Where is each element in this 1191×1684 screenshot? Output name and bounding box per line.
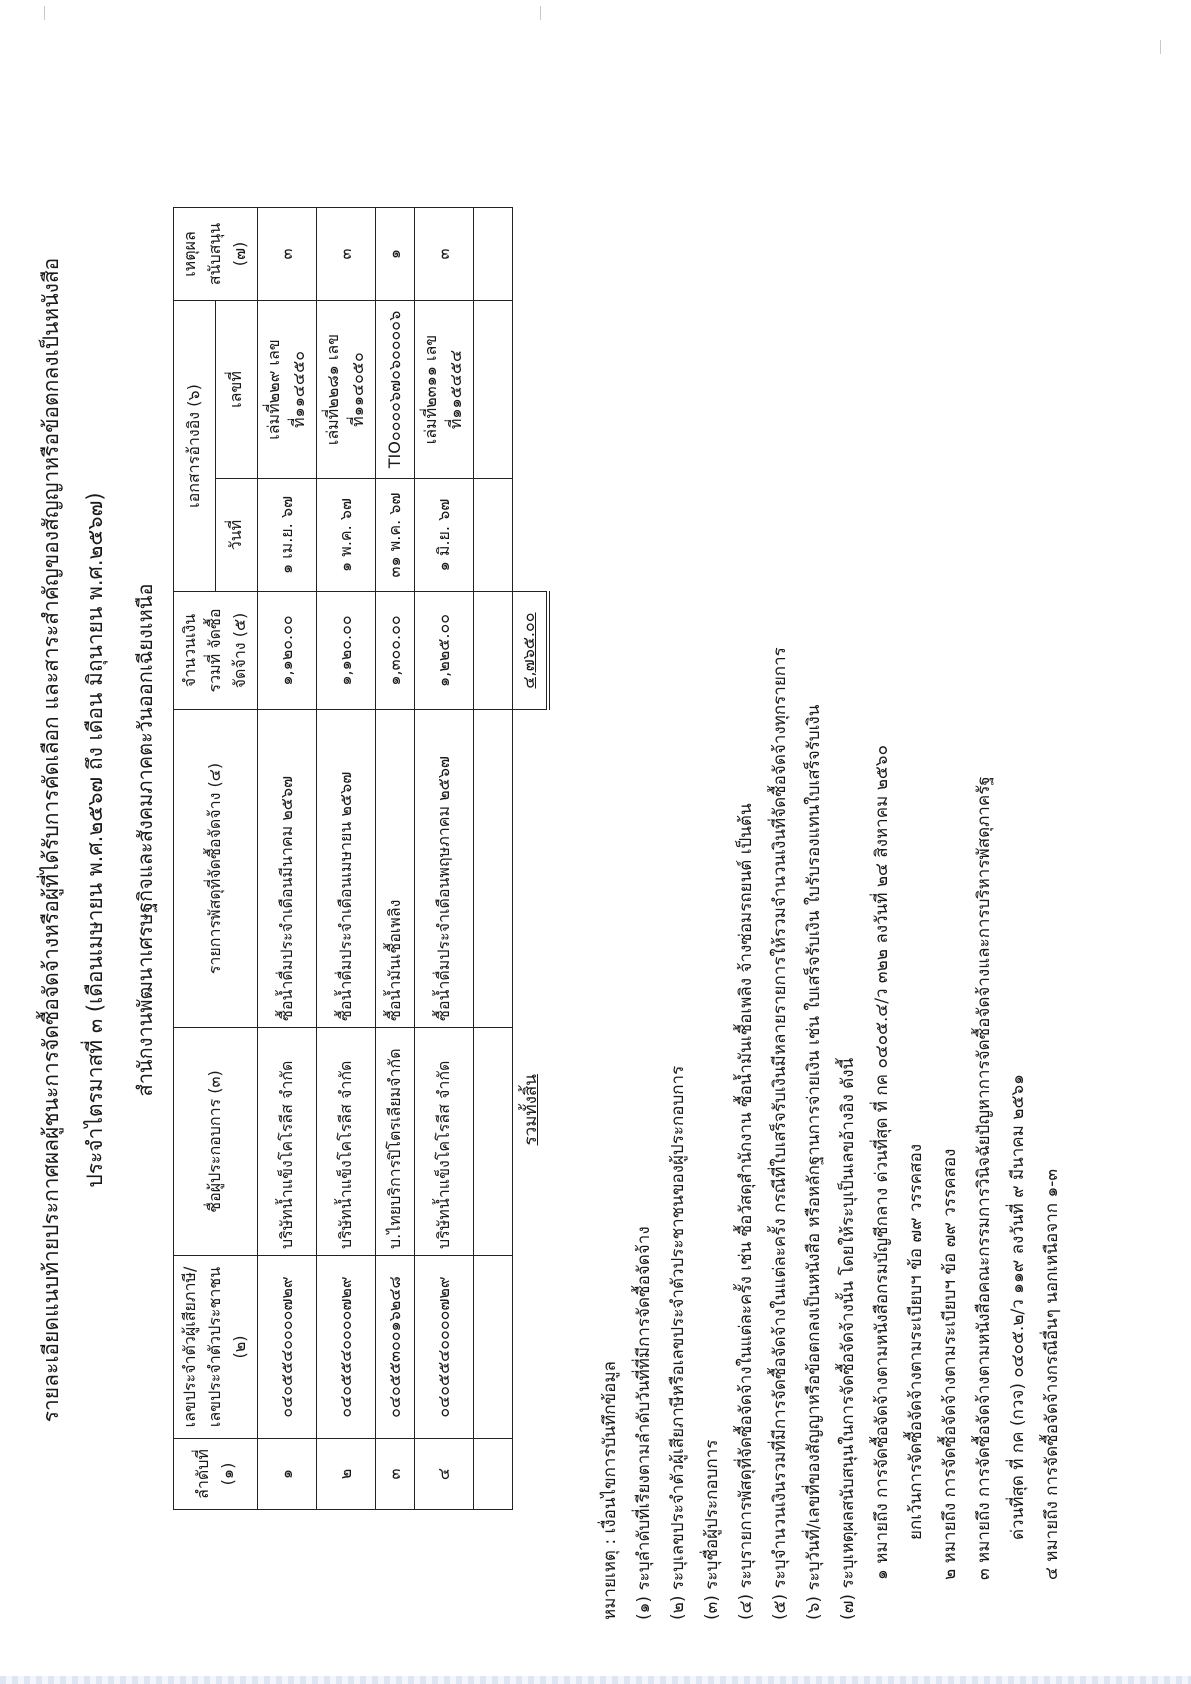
empty-cell <box>474 592 513 710</box>
notes-section <box>593 60 1069 1620</box>
table-row <box>376 208 415 1510</box>
cell-vendor: บ.ไทยบริการปิโตรเลียมจำกัด <box>376 1028 415 1256</box>
rotated-document <box>35 30 1160 1650</box>
cell-date: ๑ เม.ย. ๖๗ <box>258 479 317 592</box>
cell-no: ๒ <box>317 1439 376 1510</box>
note-line: ๑ หมายถึง การจัดซื้อจัดจ้างตามหนังสือกรมบัญชีกลาง ด่วนที่สุด ที่ กค ๐๔๐๕.๔/ว ๓๒๒ ลงวันที่ ๒๔ สิงหาคม ๒๕๖๐ <box>872 745 892 1580</box>
header-reason <box>174 208 258 301</box>
scan-mark <box>44 6 45 20</box>
header-amount-label-a: จำนวนเงิน <box>180 613 199 688</box>
procurement-table <box>173 207 550 1510</box>
scan-mark <box>540 6 541 20</box>
header-vendor <box>174 1028 258 1256</box>
cell-item: ซื้อน้ำดื่มประจำเดือนมีนาคม ๒๕๖๗ <box>258 710 317 1028</box>
cell-date: ๑ พ.ค. ๖๗ <box>317 479 376 592</box>
cell-tax-id: ๐๔๐๕๕๓๐๐๑๖๒๔๘ <box>376 1256 415 1439</box>
agency-name: สำนักงานพัฒนาเศรษฐกิจและสังคมภาคตะวันออกเฉียงเหนือ <box>133 583 157 1097</box>
cell-reason: ๓ <box>258 208 317 301</box>
header-vendor-label: ชื่อผู้ประกอบการ (๓) <box>205 1070 224 1213</box>
header-reason-label-a: เหตุผล <box>180 231 199 277</box>
empty-cell <box>474 208 513 301</box>
cell-vendor: บริษัทน้ำแข็งโคโรลีส จำกัด <box>415 1028 474 1256</box>
note-line: ๒ หมายถึง การจัดซื้อจัดจ้างตามระเบียบฯ ข้อ ๗๙ วรรคสอง <box>940 1148 960 1580</box>
header-tax-id <box>174 1256 258 1439</box>
quarter-subtitle: ประจำไตรมาสที่ ๓ (เดือนเมษายน พ.ศ.๒๕๖๗ ถึง เดือน มิถุนายน พ.ศ.๒๕๖๗) <box>83 492 107 1188</box>
cell-item: ซื้อน้ำมันเชื้อเพลิง <box>376 710 415 1028</box>
notes-heading: หมายเหตุ : เงื่อนไขการบันทึกข้อมูล <box>600 1361 620 1620</box>
cell-item: ซื้อน้ำดื่มประจำเดือนเมษายน ๒๕๖๗ <box>317 710 376 1028</box>
document-title: รายละเอียดแนบท้ายประกาศผลผู้ชนะการจัดซื้อจัดจ้างหรือผู้ที่ได้รับการคัดเลือก และสาระสำคัญของสัญญาหรือข้อตกลงเป็นหนังสือ <box>39 257 63 1423</box>
cell-amount: ๑,๑๒๐.๐๐ <box>258 592 317 710</box>
note-line: (๔) ระบุรายการพัสดุที่จัดซื้อจัดจ้างในแต่ละครั้ง เช่น ซื้อวัสดุสำนักงาน ซื้อน้ำมันเชื้อเพลิง จ้างซ่อมรถยนต์ เป็นต้น <box>736 803 756 1620</box>
table-row <box>415 208 474 1510</box>
scan-mark <box>1160 40 1161 54</box>
cell-no: ๑ <box>258 1439 317 1510</box>
note-line: (๑) ระบุลำดับที่เรียงตามลำดับวันที่ที่มีการจัดซื้อจัดจ้าง <box>634 1226 654 1620</box>
cell-reason: ๓ <box>317 208 376 301</box>
cell-tax-id: ๐๔๐๕๕๔๐๐๐๐๗๒๙ <box>415 1256 474 1439</box>
scan-edge-strip <box>0 1676 1191 1684</box>
table-total-row <box>513 208 549 1510</box>
header-item <box>174 710 258 1028</box>
cell-ref-no: TIO๐๐๐๐๖๗๐๖๐๐๐๐๖ <box>376 301 415 479</box>
header-ref-no: เลขที่ <box>216 301 258 479</box>
empty-cell <box>474 1439 513 1510</box>
cell-tax-id: ๐๔๐๕๕๔๐๐๐๐๗๒๙ <box>258 1256 317 1439</box>
total-empty-cell <box>513 479 549 592</box>
header-tax-id-index: (๒) <box>230 1335 249 1359</box>
header-no <box>174 1439 258 1510</box>
note-line: (๗) ระบุเหตุผลสนับสนุนในการจัดซื้อจัดจ้างนั้น โดยให้ระบุเป็นเลขอ้างอิง ดังนี้ <box>838 1057 858 1620</box>
table-row-empty <box>474 208 513 1510</box>
header-reason-index: (๗) <box>230 241 249 267</box>
header-amount-label-c: จัดจ้าง (๕) <box>230 612 249 689</box>
total-empty-cell <box>513 301 549 479</box>
header-item-label: รายการพัสดุที่จัดซื้อจัดจ้าง (๔) <box>205 762 224 975</box>
header-no-label: ลำดับที่ <box>192 1449 212 1499</box>
cell-no: ๓ <box>376 1439 415 1510</box>
table-row <box>258 208 317 1510</box>
cell-tax-id: ๐๔๐๕๕๔๐๐๐๐๗๒๙ <box>317 1256 376 1439</box>
empty-cell <box>474 710 513 1028</box>
header-reference-group: เอกสารอ้างอิง (๖) <box>174 301 216 592</box>
note-line: (๒) ระบุเลขประจำตัวผู้เสียภาษีหรือเลขประจำตัวประชาชนของผู้ประกอบการ <box>668 1065 688 1620</box>
cell-ref-no: เล่มที่๒๓๑๑ เลขที่๑๑๕๔๕๔ <box>415 301 474 479</box>
header-date: วันที่ <box>216 479 258 592</box>
cell-date: ๓๑ พ.ค. ๖๗ <box>376 479 415 592</box>
empty-cell <box>474 1256 513 1439</box>
empty-cell <box>474 479 513 592</box>
cell-ref-no: เล่มที่๒๒๘๑ เลขที่๑๑๔๐๕๐ <box>317 301 376 479</box>
header-tax-id-label-b: เลขประจำตัวประชาชน <box>205 1266 224 1428</box>
table-row <box>317 208 376 1510</box>
table-header-row <box>174 208 216 1510</box>
cell-item: ซื้อน้ำดื่มประจำเดือนพฤษภาคม ๒๕๖๗ <box>415 710 474 1028</box>
cell-amount: ๑,๑๒๐.๐๐ <box>317 592 376 710</box>
cell-amount: ๑,๒๒๕.๐๐ <box>415 592 474 710</box>
note-line: (๓) ระบุชื่อผู้ประกอบการ <box>702 1439 722 1620</box>
empty-cell <box>474 1028 513 1256</box>
cell-vendor: บริษัทน้ำแข็งโคโรลีส จำกัด <box>258 1028 317 1256</box>
cell-reason: ๑ <box>376 208 415 301</box>
note-line: (๖) ระบุวันที่/เลขที่ของสัญญาหรือข้อตกลงเป็นหนังสือ หรือหลักฐานการจ่ายเงิน เช่น ใบเสร็จรับเงิน ใบรับรองแทนใบเสร็จรับเงิน <box>804 704 824 1620</box>
header-tax-id-label-a: เลขประจำตัวผู้เสียภาษี/ <box>180 1266 199 1428</box>
cell-no: ๔ <box>415 1439 474 1510</box>
cell-amount: ๑,๓๐๐.๐๐ <box>376 592 415 710</box>
note-line: ๓ หมายถึง การจัดซื้อจัดจ้างตามหนังสือคณะกรรมการวินิจฉัยปัญหาการจัดซื้อจัดจ้างและการบริหารพัสดุภาครัฐ <box>974 776 994 1580</box>
note-line: ด่วนที่สุด ที่ กค (กวจ) ๐๔๐๕.๒/ว ๑๑๙ ลงวันที่ ๙ มีนาคม ๒๕๖๑ <box>1008 1074 1028 1540</box>
empty-cell <box>474 301 513 479</box>
total-amount: ๔,๗๖๕.๐๐ <box>513 592 549 710</box>
cell-reason: ๓ <box>415 208 474 301</box>
header-no-index: (๑) <box>217 1462 237 1486</box>
total-empty-cell <box>513 208 549 301</box>
total-label: รวมทั้งสิ้น <box>521 1074 541 1146</box>
cell-ref-no: เล่มที่๒๒๙ เลขที่๑๑๔๔๕๐ <box>258 301 317 479</box>
note-line: ยกเว้นการจัดซื้อจัดจ้างตามระเบียบฯ ข้อ ๗๙ วรรคสอง <box>906 1143 926 1540</box>
header-amount-label-b: รวมที่ จัดซื้อ <box>205 608 224 693</box>
note-line: ๔ หมายถึง การจัดซื้อจัดจ้างกรณีอื่นๆ นอกเหนือจาก ๑-๓ <box>1042 1169 1062 1580</box>
cell-vendor: บริษัทน้ำแข็งโคโรลีส จำกัด <box>317 1028 376 1256</box>
header-amount <box>174 592 258 710</box>
header-reason-label-b: สนับสนุน <box>205 222 224 286</box>
note-line: (๕) ระบุจำนวนเงินรวมที่มีการจัดซื้อจัดจ้างในแต่ละครั้ง กรณีที่ใบเสร็จรับเงินมีหลายรายการให้รวมจำนวนเงินที่จัดซื้อจัดจ้างทุกรายการ <box>770 647 790 1620</box>
cell-date: ๑ มิ.ย. ๖๗ <box>415 479 474 592</box>
table-body <box>258 208 513 1510</box>
